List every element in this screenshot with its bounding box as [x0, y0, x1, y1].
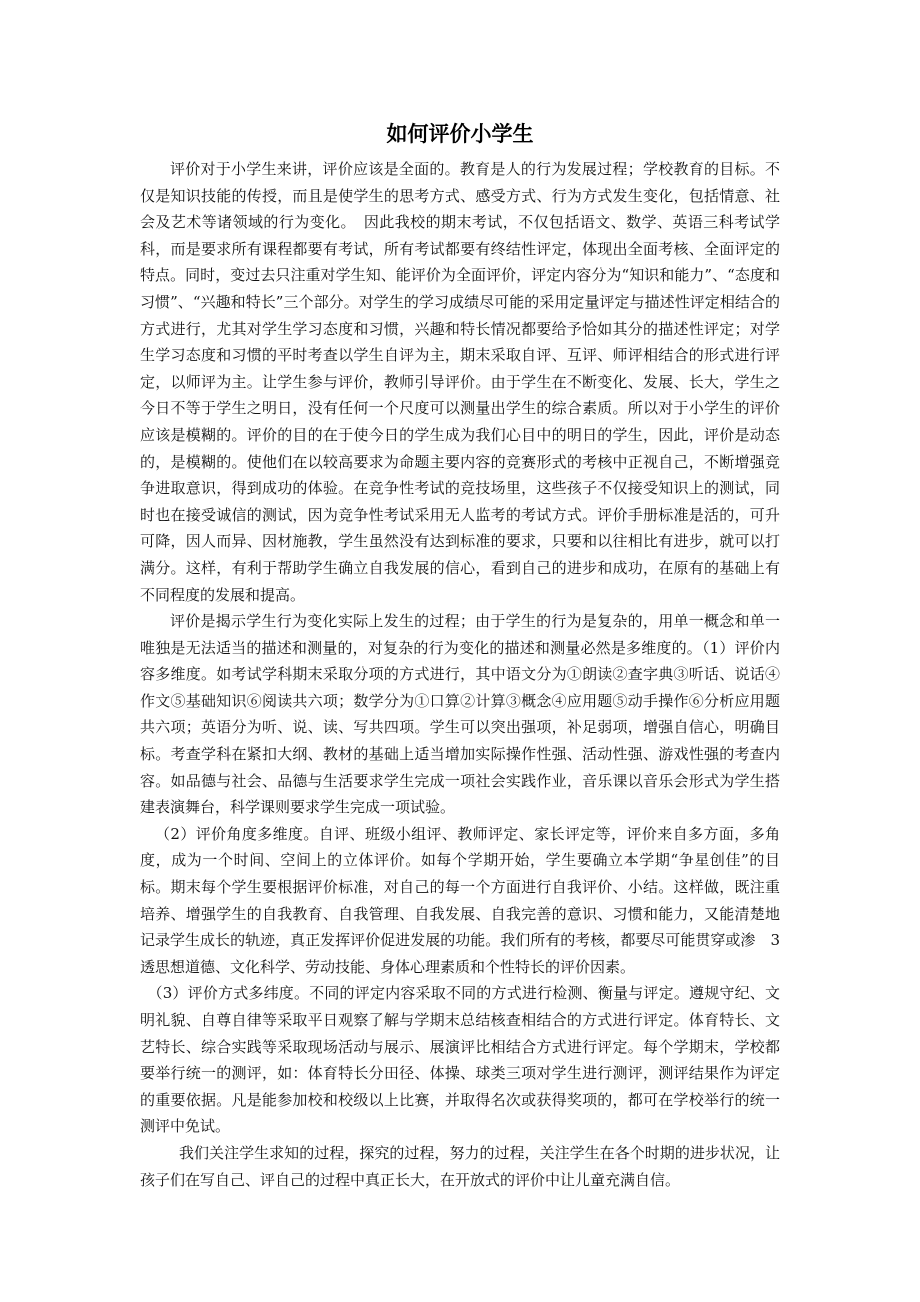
paragraph-intro: 评价对于小学生来讲，评价应该是全面的。教育是人的行为发展过程；学校教育的目标。不仅是知识技能的传授，而且是使学生的思考方式、感受方式、行为方式发生变化，包括情意、社会及艺术等诸领域的行为变化。 因此我校的期末考试，不仅包括语文、数学、英语三科考试学科，而是要求所有课程都要有考试，所有考试都要有终结性评定，体现出全面考核、全面评定的特点。同时，变过去只注重对学生知、能评价为全面评价，评定内容分为“知识和能力”、“态度和习惯”、“兴趣和特长”三个部分。对学生的学习成绩尽可能的采用定量评定与描述性评定相结合的方式进行，尤其对学生学习态度和习惯，兴趣和特长情况都要给予恰如其分的描述性评定；对学生学习态度和习惯的平时考查以学生自评为主，期末采取自评、互评、师评相结合的形式进行评定，以师评为主。让学生参与评价，教师引导评价。由于学生在不断变化、发展、长大，学生之今日不等于学生之明日，没有任何一个尺度可以测量出学生的综合素质。所以对于小学生的评价应该是模糊的。评价的目的在于使今日的学生成为我们心目中的明日的学生，因此，评价是动态的，是模糊的。使他们在以较高要求为命题主要内容的竞赛形式的考核中正视自己，不断增强竞争进取意识，得到成功的体验。在竞争性考试的竞技场里，这些孩子不仅接受知识上的测试，同时也在接受诚信的测试，因为竞争性考试采用无人监考的考试方式。评价手册标准是活的，可升可降，因人而异、因材施教，学生虽然没有达到标准的要求，只要和以往相比有进步，就可以打满分。这样，有利于帮助学生确立自我发展的信心，看到自己的进步和成功，在原有的基础上有不同程度的发展和提高。	[140, 160, 780, 604]
paragraph-evaluation-method: （3）评价方式多纬度。不同的评定内容采取不同的方式进行检测、衡量与评定。遵规守纪、文明礼貌、自尊自律等采取平日观察了解与学期末总结核查相结合的方式进行评定。体育特长、文艺特长、综合实践等采取现场活动与展示、展演评比相结合方式进行评定。每个学期末，学校都要举行统一的测评，如：体育特长分田径、体操、球类三项对学生进行测评，测评结果作为评定的重要依据。凡是能参加校和校级以上比赛，并取得名次或获得奖项的，都可在学校举行的统一测评中免试。	[140, 984, 780, 1136]
paragraph-multidimensional-content: 评价是揭示学生行为变化实际上发生的过程；由于学生的行为是复杂的，用单一概念和单一唯独是无法适当的描述和测量的，对复杂的行为变化的描述和测量必然是多维度的。（1）评价内容多维度。如考试学科期末采取分项的方式进行，其中语文分为①朗读②查字典③听话、说话④作文⑤基础知识⑥阅读共六项；数学分为①口算②计算③概念④应用题⑤动手操作⑥分析应用题共六项；英语分为听、说、读、写共四项。学生可以突出强项，补足弱项，增强自信心，明确目标。考查学科在紧扣大纲、教材的基础上适当增加实际操作性强、活动性强、游戏性强的考查内容。如品德与社会、品德与生活要求学生完成一项社会实践作业，音乐课以音乐会形式为学生搭建表演舞台，科学课则要求学生完成一项试验。	[140, 612, 780, 817]
paragraph-conclusion: 我们关注学生求知的过程，探究的过程，努力的过程，关注学生在各个时期的进步状况，让孩子们在写自己、评自己的过程中真正长大，在开放式的评价中让儿童充满自信。	[140, 1143, 780, 1189]
document-title: 如何评价小学生	[386, 122, 534, 146]
paragraph-evaluation-angle: （2）评价角度多维度。自评、班级小组评、教师评定、家长评定等，评价来自多方面，多角度，成为一个时间、空间上的立体评价。如每个学期开始，学生要确立本学期“争星创佳”的目标。期末每个学生要根据评价标准，对自己的每一个方面进行自我评价、小结。这样做，既注重培养、增强学生的自我教育、自我管理、自我发展、自我完善的意识、习惯和能力，又能清楚地记录学生成长的轨迹，真正发挥评价促进发展的功能。我们所有的考核，都要尽可能贯穿或渗 3 透思想道德、文化科学、劳动技能、身体心理素质和个性特长的评价因素。	[140, 824, 796, 976]
document-body	[140, 118, 796, 1193]
